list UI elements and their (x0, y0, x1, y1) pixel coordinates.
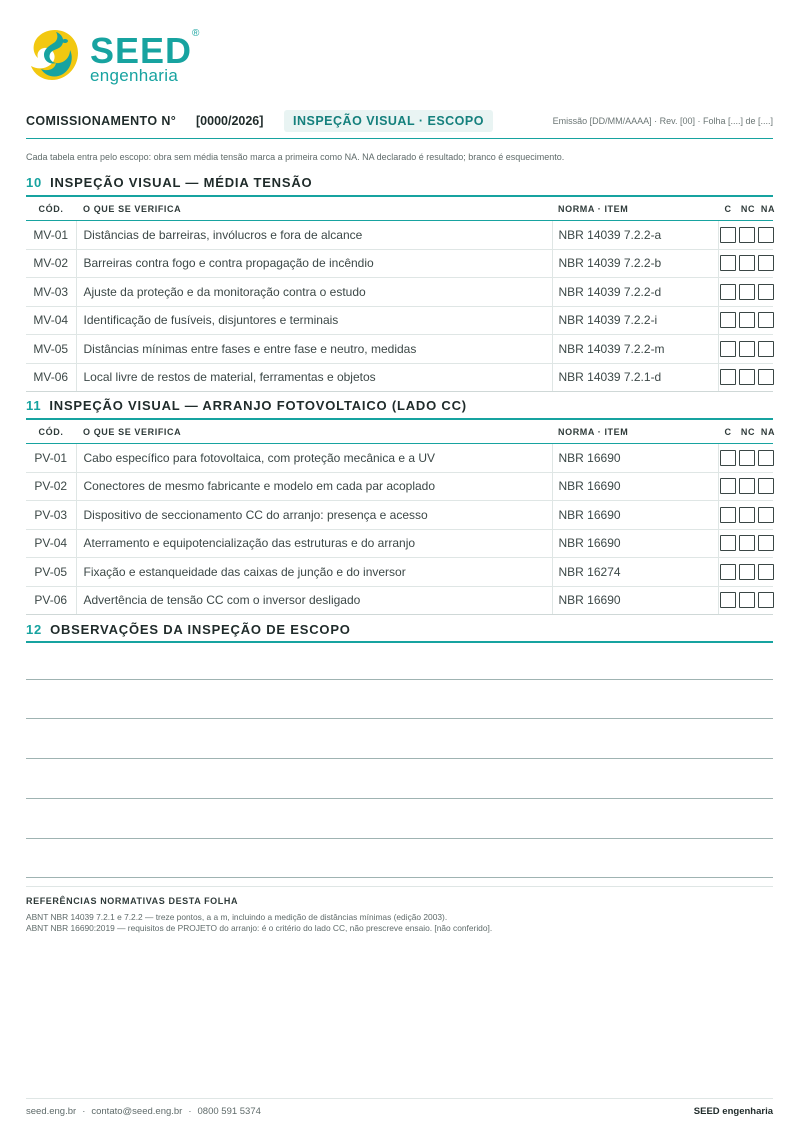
item-description: Distâncias mínimas entre fases e entre fase e neutro, medidas (76, 335, 552, 364)
section-11-number: 11 (26, 398, 42, 413)
table-row (26, 363, 773, 392)
result-checkboxes (718, 278, 773, 307)
checkbox-c[interactable] (720, 535, 736, 551)
table-row (26, 472, 773, 501)
table-row (26, 335, 773, 364)
table-row (26, 501, 773, 530)
section-10-heading: INSPEÇÃO VISUAL — MÉDIA TENSÃO (50, 175, 313, 190)
result-checkboxes (718, 586, 773, 615)
item-code: MV-04 (26, 306, 76, 335)
reference-line-1: ABNT NBR 14039 7.2.1 e 7.2.2 — treze pontos, a a m, incluindo a medição de distâncias mínimas (edição 2003). (26, 912, 448, 922)
item-description: Fixação e estanqueidade das caixas de junção e do inversor (76, 558, 552, 587)
col-nc-header: NC (740, 427, 756, 437)
footer-divider (26, 1098, 773, 1099)
section-12-divider (26, 641, 773, 643)
seed-logo-icon (26, 26, 84, 84)
item-norm: NBR 16690 (552, 586, 718, 615)
item-code: PV-06 (26, 586, 76, 615)
item-norm: NBR 16690 (552, 529, 718, 558)
item-norm: NBR 16274 (552, 558, 718, 587)
item-norm: NBR 14039 7.2.2-d (552, 278, 718, 307)
sheet-type-badge: INSPEÇÃO VISUAL · ESCOPO (284, 110, 493, 132)
checkbox-na[interactable] (758, 255, 774, 271)
checkbox-c[interactable] (720, 312, 736, 328)
item-code: MV-05 (26, 335, 76, 364)
col-desc-header: O QUE SE VERIFICA (76, 421, 552, 444)
registered-mark: ® (192, 28, 200, 39)
item-description: Ajuste da proteção e da monitoração contra o estudo (76, 278, 552, 307)
item-norm: NBR 14039 7.2.2-a (552, 221, 718, 250)
footer-contact (26, 1106, 261, 1117)
normative-references (26, 886, 773, 934)
observation-line-4[interactable] (26, 798, 773, 799)
col-nc-header: NC (740, 204, 756, 214)
checkbox-na[interactable] (758, 312, 774, 328)
checkbox-nc[interactable] (739, 450, 755, 466)
item-description: Barreiras contra fogo e contra propagação de incêndio (76, 249, 552, 278)
result-checkboxes (718, 558, 773, 587)
document-meta: Emissão [DD/MM/AAAA] · Rev. [00] · Folha [....] de [....] (552, 116, 773, 126)
checkbox-na[interactable] (758, 564, 774, 580)
item-description: Conectores de mesmo fabricante e modelo em cada par acoplado (76, 472, 552, 501)
pv-inspection-table (26, 421, 776, 615)
result-checkboxes (718, 306, 773, 335)
checkbox-na[interactable] (758, 227, 774, 243)
reference-line-2: ABNT NBR 16690:2019 — requisitos de PROJETO do arranjo: é o critério do lado CC, não prescreve ensaio. [não conferido]. (26, 923, 493, 933)
col-code-header: CÓD. (26, 198, 76, 221)
references-title: REFERÊNCIAS NORMATIVAS DESTA FOLHA (26, 896, 239, 906)
checkbox-c[interactable] (720, 564, 736, 580)
item-norm: NBR 14039 7.2.1-d (552, 363, 718, 392)
section-11-heading: INSPEÇÃO VISUAL — ARRANJO FOTOVOLTAICO (LADO CC) (49, 398, 467, 413)
item-code: PV-03 (26, 501, 76, 530)
checkbox-c[interactable] (720, 341, 736, 357)
table-header-row (26, 198, 773, 221)
checkbox-nc[interactable] (739, 592, 755, 608)
result-checkboxes (718, 472, 773, 501)
commissioning-number: [0000/2026] (196, 114, 264, 128)
observation-line-5[interactable] (26, 838, 773, 839)
table-row (26, 249, 773, 278)
item-description: Advertência de tensão CC com o inversor desligado (76, 586, 552, 615)
footer-email[interactable]: contato@seed.eng.br (91, 1106, 183, 1117)
table-row (26, 306, 773, 335)
table-row (26, 278, 773, 307)
instructions-note: Cada tabela entra pelo escopo: obra sem média tensão marca a primeira como NA. NA declarado é resultado; branco é esquecimento. (26, 152, 565, 162)
document-page (26, 0, 776, 1132)
result-checkboxes (718, 529, 773, 558)
seed-logo (26, 26, 226, 86)
item-code: PV-04 (26, 529, 76, 558)
table-row (26, 558, 773, 587)
section-11-divider (26, 418, 773, 420)
item-description: Dispositivo de seccionamento CC do arranjo: presença e acesso (76, 501, 552, 530)
checkbox-c[interactable] (720, 592, 736, 608)
footer-company: SEED engenharia (693, 1106, 773, 1117)
item-code: MV-06 (26, 363, 76, 392)
item-norm: NBR 16690 (552, 472, 718, 501)
observation-line-6[interactable] (26, 877, 773, 878)
col-norm-header: NORMA · ITEM (552, 421, 718, 444)
section-12-heading: OBSERVAÇÕES DA INSPEÇÃO DE ESCOPO (50, 622, 351, 637)
section-11-title (26, 398, 467, 413)
table-header-row (26, 421, 773, 444)
col-na-header: NA (760, 427, 776, 437)
commissioning-label: COMISSIONAMENTO N° (26, 114, 177, 128)
checkbox-c[interactable] (720, 255, 736, 271)
mv-inspection-table (26, 198, 776, 392)
checkbox-c[interactable] (720, 284, 736, 300)
item-code: MV-02 (26, 249, 76, 278)
checkbox-c[interactable] (720, 227, 736, 243)
item-norm: NBR 14039 7.2.2-b (552, 249, 718, 278)
checkbox-nc[interactable] (739, 478, 755, 494)
item-code: PV-05 (26, 558, 76, 587)
form-header (26, 110, 773, 134)
section-10-number: 10 (26, 175, 43, 190)
item-description: Identificação de fusíveis, disjuntores e terminais (76, 306, 552, 335)
section-12-title (26, 622, 351, 637)
checkbox-c[interactable] (720, 507, 736, 523)
section-10-divider (26, 195, 773, 197)
item-description: Local livre de restos de material, ferramentas e objetos (76, 363, 552, 392)
item-description: Aterramento e equipotencialização das estruturas e do arranjo (76, 529, 552, 558)
col-result-header (718, 198, 776, 221)
col-result-header (718, 421, 776, 444)
checkbox-c[interactable] (720, 478, 736, 494)
checkbox-na[interactable] (758, 592, 774, 608)
checkbox-nc[interactable] (739, 535, 755, 551)
footer-website[interactable]: seed.eng.br (26, 1106, 77, 1117)
item-norm: NBR 16690 (552, 444, 718, 473)
item-code: PV-02 (26, 472, 76, 501)
checkbox-nc[interactable] (739, 564, 755, 580)
col-c-header: C (724, 204, 732, 214)
checkbox-na[interactable] (758, 450, 774, 466)
footer-separator: · (82, 1106, 86, 1117)
item-code: PV-01 (26, 444, 76, 473)
item-norm: NBR 14039 7.2.2-i (552, 306, 718, 335)
result-checkboxes (718, 444, 773, 473)
col-desc-header: O QUE SE VERIFICA (76, 198, 552, 221)
checkbox-c[interactable] (720, 369, 736, 385)
table-row (26, 529, 773, 558)
checkbox-na[interactable] (758, 478, 774, 494)
item-norm: NBR 16690 (552, 501, 718, 530)
col-na-header: NA (760, 204, 776, 214)
checkbox-nc[interactable] (739, 341, 755, 357)
checkbox-nc[interactable] (739, 255, 755, 271)
observation-line-3[interactable] (26, 758, 773, 759)
result-checkboxes (718, 363, 773, 392)
result-checkboxes (718, 335, 773, 364)
header-divider (26, 138, 773, 139)
item-norm: NBR 14039 7.2.2-m (552, 335, 718, 364)
table-row (26, 221, 773, 250)
logo-wordmark: SEED (90, 30, 193, 71)
col-c-header: C (724, 427, 732, 437)
checkbox-na[interactable] (758, 507, 774, 523)
result-checkboxes (718, 249, 773, 278)
table-row (26, 444, 773, 473)
checkbox-nc[interactable] (739, 507, 755, 523)
logo-subtitle: engenharia (90, 66, 179, 85)
item-description: Cabo específico para fotovoltaica, com proteção mecânica e a UV (76, 444, 552, 473)
result-checkboxes (718, 501, 773, 530)
table-row (26, 586, 773, 615)
col-norm-header: NORMA · ITEM (552, 198, 718, 221)
checkbox-c[interactable] (720, 450, 736, 466)
section-12-number: 12 (26, 622, 43, 637)
item-code: MV-03 (26, 278, 76, 307)
observation-line-1[interactable] (26, 679, 773, 680)
checkbox-na[interactable] (758, 284, 774, 300)
checkbox-na[interactable] (758, 341, 774, 357)
col-code-header: CÓD. (26, 421, 76, 444)
checkbox-na[interactable] (758, 369, 774, 385)
checkbox-na[interactable] (758, 535, 774, 551)
section-10-title (26, 175, 312, 190)
checkbox-nc[interactable] (739, 227, 755, 243)
observation-line-2[interactable] (26, 718, 773, 719)
result-checkboxes (718, 221, 773, 250)
checkbox-nc[interactable] (739, 312, 755, 328)
footer-phone: 0800 591 5374 (197, 1106, 261, 1117)
item-description: Distâncias de barreiras, invólucros e fora de alcance (76, 221, 552, 250)
item-code: MV-01 (26, 221, 76, 250)
checkbox-nc[interactable] (739, 369, 755, 385)
checkbox-nc[interactable] (739, 284, 755, 300)
footer-separator: · (188, 1106, 192, 1117)
